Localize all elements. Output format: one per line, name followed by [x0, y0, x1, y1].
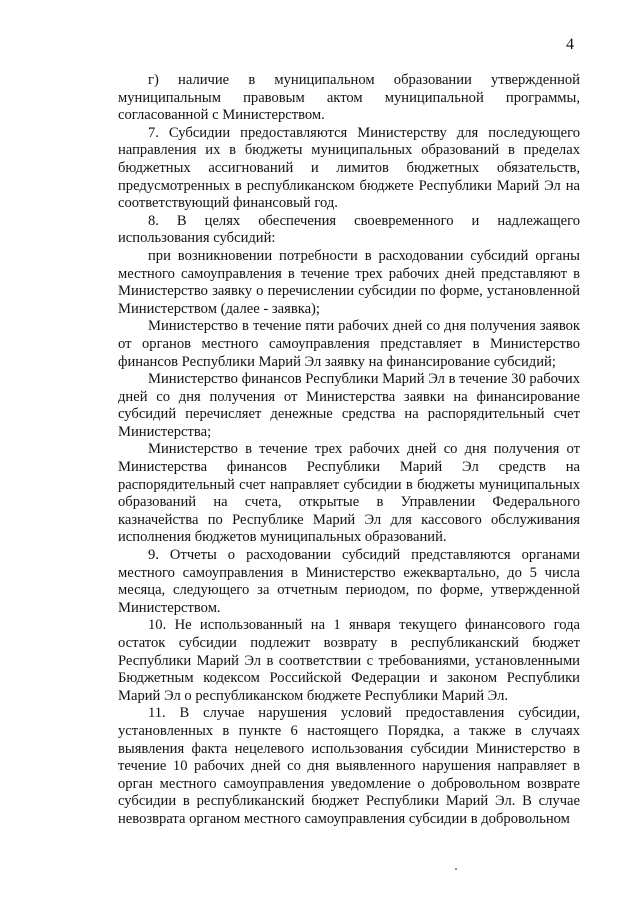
paragraph-8-finance-transfer: Министерство финансов Республики Марий Эл в течение 30 рабочих дней со дня получения от Министерства заявки на финансирование субсидий перечисляет денежные средства на распорядительный счет Министерства;: [118, 371, 580, 440]
page-number: 4: [566, 36, 574, 53]
paragraph-10: 10. Не использованный на 1 января текущего финансового года остаток субсидии подлежит возврату в республиканский бюджет Республики Марий Эл в соответствии с требованиями, установленными Бюджетным кодексом Российской Федерации и законом Республики Марий Эл о республиканском бюджете Республики Марий Эл.: [118, 617, 580, 704]
paragraph-7: 7. Субсидии предоставляются Министерству для последующего направления их в бюджеты муниципальных образований в пределах бюджетных ассигнований и лимитов бюджетных обязательств, предусмотренных в республиканском бюджете Республики Марий Эл на соответствующий финансовый год.: [118, 124, 580, 212]
paragraph-9: 9. Отчеты о расходовании субсидий представляются органами местного самоуправления в Министерство ежеквартально, до 5 числа месяца, следующего за отчетным периодом, по форме, утвержденной Министерством.: [118, 547, 580, 616]
paragraph-g-condition: г) наличие в муниципальном образовании утвержденной муниципальным правовым актом муниципальной программы, согласованной с Министерством.: [118, 72, 580, 124]
paragraph-11: 11. В случае нарушения условий предоставления субсидии, установленных в пункте 6 настоящего Порядка, а также в случаях выявления факта нецелевого использования субсидии Министерство в течение 10 рабочих дней со дня выявленного нарушения направляет в орган местного самоуправления уведомление о добровольном возврате субсидии в республиканский бюджет Республики Марий Эл. В случае невозврата органом местного самоуправления субсидии в добровольном: [118, 705, 580, 827]
document-body: [118, 72, 580, 829]
paragraph-8-request: при возникновении потребности в расходовании субсидий органы местного самоуправления в течение трех рабочих дней представляют в Министерство заявку о перечислении субсидии по форме, установленной Министерством (далее - заявка);: [118, 247, 580, 317]
paragraph-8-ministry-request: Министерство в течение пяти рабочих дней со дня получения заявок от органов местного самоуправления представляет в Министерство финансов Республики Марий Эл заявку на финансирование субсидий;: [118, 318, 580, 370]
scan-speck: [455, 868, 457, 870]
paragraph-8-subsidy-transfer: Министерство в течение трех рабочих дней со дня получения от Министерства финансов Республики Марий Эл средств на распорядительный счет направляет субсидии в бюджеты муниципальных образований на счета, открытые в Управлении Федерального казначейства по Республике Марий Эл для кассового обслуживания исполнения бюджетов муниципальных образований.: [118, 441, 580, 546]
paragraph-8: 8. В целях обеспечения своевременного и надлежащего использования субсидий:: [118, 212, 580, 247]
